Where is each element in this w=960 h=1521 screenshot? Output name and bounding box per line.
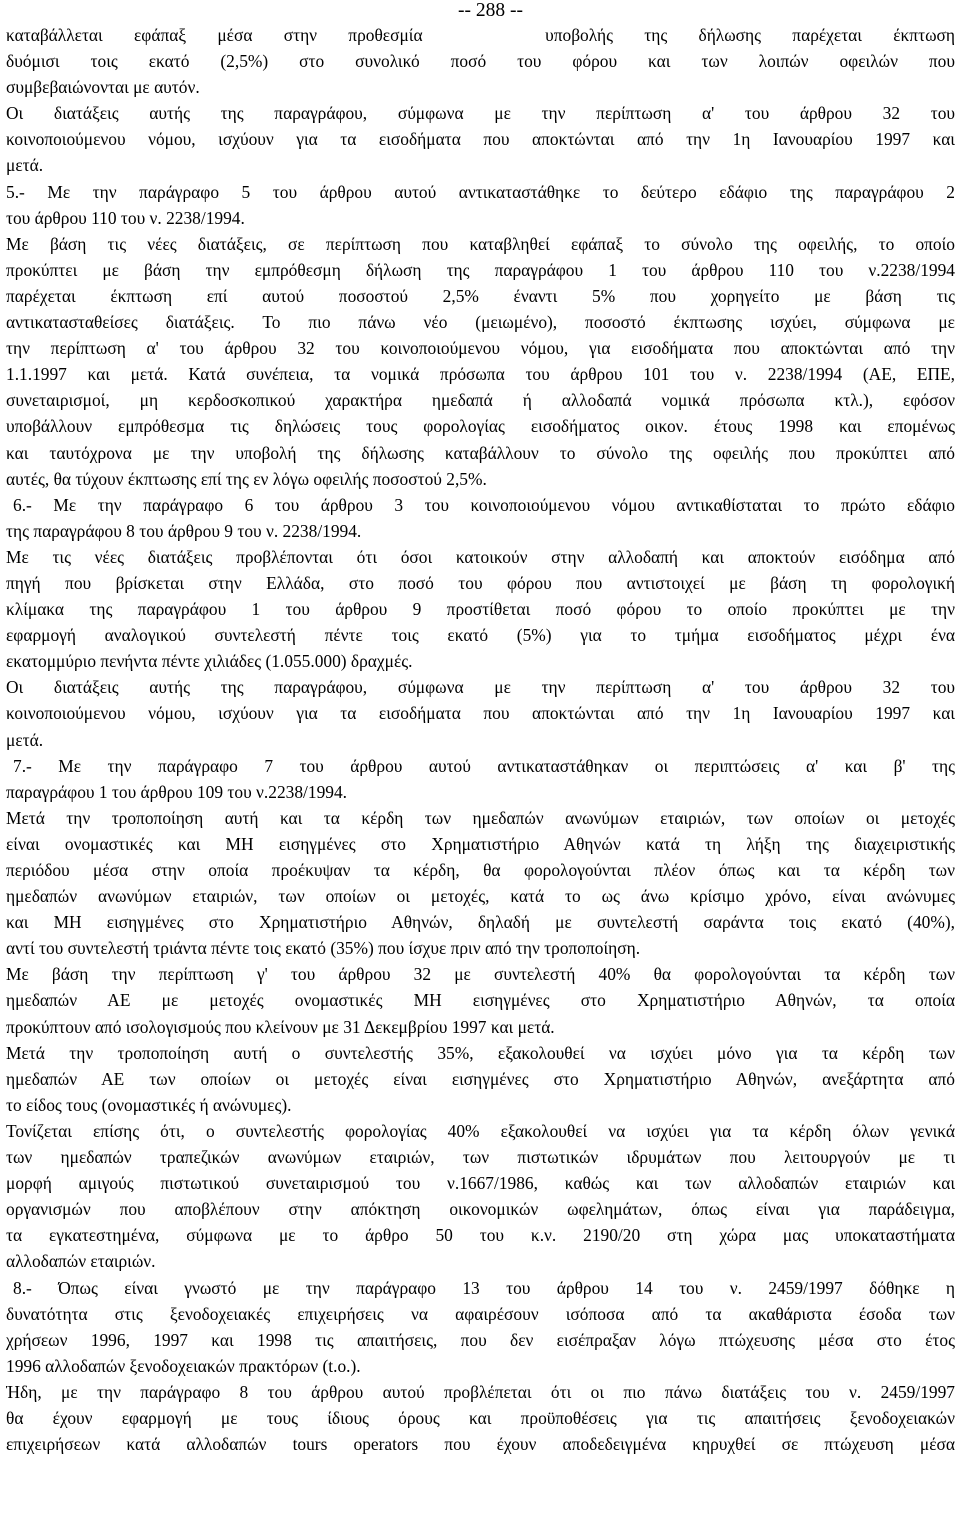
text-line-content: 6.- Με την παράγραφο 6 του άρθρου 3 του κοινοποιούμενου νόμου αντικαθίσταται το πρώτο εδάφιο (13, 494, 955, 515)
text-line (6, 1327, 955, 1353)
text-line (6, 335, 955, 361)
text-line-content: μετά. (6, 729, 44, 750)
text-line (6, 152, 955, 178)
text-line-content: ημεδαπών ΑΕ με μετοχές ονομαστικές ΜΗ εισηγμένες στο Χρηματιστήριο Αθηνών, τα οποία (6, 990, 955, 1011)
text-line (6, 1275, 955, 1301)
text-line (6, 622, 955, 648)
text-line-content: προκύπτουν από ισολογισμούς που κλείνουν με 31 Δεκεμβρίου 1997 και μετά. (6, 1016, 555, 1037)
text-line-content: υποβολής της δήλωσης παρέχεται έκπτωση (545, 25, 955, 45)
text-line-content: χρήσεων 1996, 1997 και 1998 τις απαιτήσεις, που δεν εισέπραξαν λόγω πτώχευσης μέσα στο έτος (6, 1329, 955, 1350)
text-line (6, 440, 955, 466)
text-line-content: την περίπτωση α' του άρθρου 32 του κοινοποιούμενου νόμου, για εισοδήματα που αποκτώνται από την (6, 338, 955, 359)
text-line (6, 753, 955, 779)
text-line (6, 1092, 955, 1118)
text-line-content: θα έχουν εφαρμογή με τους ίδιους όρους και προϋποθέσεις για τις απαιτήσεις ξενοδοχειακών (6, 1407, 955, 1428)
text-line-content: τα εγκατεστημένα, σύμφωνα με το άρθρο 50 του κ.ν. 2190/20 στη χώρα μας υποκαταστήματα (6, 1225, 955, 1246)
text-line-content: 5.- Με την παράγραφο 5 του άρθρου αυτού αντικαταστάθηκε το δεύτερο εδάφιο της παραγράφου 2 (6, 181, 955, 202)
text-line (6, 831, 955, 857)
text-line-content: ημεδαπών ΑΕ των οποίων οι μετοχές είναι εισηγμένες στο Χρηματιστήριο Αθηνών, ανεξάρτητα από (6, 1068, 955, 1089)
text-line-content: της παραγράφου 8 του άρθρου 9 του ν. 2238/1994. (6, 520, 362, 541)
text-line (6, 1144, 955, 1170)
text-line (6, 100, 955, 126)
text-line-content: και ΜΗ εισηγμένες στο Χρηματιστήριο Αθηνών, δηλαδή με συντελεστή σαράντα τοις εκατό (40%), (6, 912, 955, 933)
text-line-content: είναι ονομαστικές και ΜΗ εισηγμένες στο Χρηματιστήριο Αθηνών κατά τη λήξη της διαχειριστικής (6, 833, 955, 854)
text-line-content: των ημεδαπών τραπεζικών ανωνύμων εταιριών, των πιστωτικών ιδρυμάτων που λειτουργούν με τι (6, 1147, 955, 1168)
text-line (6, 779, 955, 805)
text-line-content: και ταυτόχρονα με την υποβολή της δήλωσης καταβάλλουν το σύνολο της οφειλής που προκύπτει από (6, 442, 955, 463)
text-line (6, 309, 955, 335)
text-line (6, 805, 955, 831)
text-line-content: 8.- Όπως είναι γνωστό με την παράγραφο 13 του άρθρου 14 του ν. 2459/1997 δόθηκε η (13, 1277, 955, 1298)
text-line (6, 413, 955, 439)
text-line (6, 935, 955, 961)
text-line-content: αυτές, θα τύχουν έκπτωσης επί της εν λόγω οφειλής ποσοστού 2,5%. (6, 468, 487, 489)
text-line-content: 1.1.1997 και μετά. Κατά συνέπεια, τα νομικά πρόσωπα του άρθρου 101 του ν. 2238/1994 (ΑΕ, ΕΠΕ, (6, 364, 955, 385)
text-line (6, 1353, 955, 1379)
text-line (6, 544, 955, 570)
text-line-content: παραγράφου 1 του άρθρου 109 του ν.2238/1994. (6, 781, 348, 802)
text-line (6, 1066, 955, 1092)
text-line-content: εκατομμύριο πενήντα πέντε χιλιάδες (1.055.000) δραχμές. (6, 651, 413, 672)
text-line (6, 909, 955, 935)
document-page (6, 0, 955, 1457)
text-line-content: υποβάλλουν εμπρόθεσμα τις δηλώσεις τους φορολογίας εισοδήματος οικον. έτους 1998 και επομένως (6, 416, 955, 437)
text-line (6, 1431, 955, 1457)
text-line (6, 727, 955, 753)
text-line (6, 231, 955, 257)
text-line-content: Με βάση τις νέες διατάξεις, σε περίπτωση που καταβληθεί εφάπαξ το σύνολο της οφειλής, το οποίο (6, 233, 955, 254)
text-line (6, 126, 955, 152)
text-line (6, 674, 955, 700)
text-line (6, 1170, 955, 1196)
text-line (6, 179, 955, 205)
text-line-content: αλλοδαπών εταιριών. (6, 1251, 156, 1272)
text-line-content: Με τις νέες διατάξεις προβλέπονται ότι όσοι κατοικούν στην αλλοδαπή και αποκτούν εισόδημα από (6, 546, 955, 567)
text-line (6, 883, 955, 909)
text-line-content: ημεδαπών ανωνύμων εταιριών, των οποίων οι μετοχές, κατά το ως άνω κρίσιμο χρόνο, είναι ανώνυμες (6, 886, 955, 907)
text-line (6, 518, 955, 544)
text-line-content: προκύπτει με βάση την εμπρόθεσμη δήλωση της παραγράφου 1 του άρθρου 110 του ν.2238/1994 (6, 259, 955, 280)
text-line-content: κλίμακα της παραγράφου 1 του άρθρου 9 προστίθεται ποσό φόρου το οποίο προκύπτει με την (6, 599, 955, 620)
text-line (6, 1196, 955, 1222)
text-line-content: επιχειρήσεων κατά αλλοδαπών tours operators που έχουν αποδεδειγμένα κηρυχθεί σε πτώχευση μέσα (6, 1434, 955, 1455)
text-line (6, 1222, 955, 1248)
text-line (6, 283, 955, 309)
text-line-content: 1996 αλλοδαπών ξενοδοχειακών πρακτόρων (t.o.). (6, 1355, 361, 1376)
text-line-content: του άρθρου 110 του ν. 2238/1994. (6, 207, 245, 228)
text-line (6, 1379, 955, 1405)
text-line (6, 1248, 955, 1274)
text-line (6, 48, 955, 74)
text-line-content: μορφή αμιγούς πιστωτικού συνεταιρισμού του ν.1667/1986, καθώς και των αλλοδαπών εταιριών και (6, 1173, 955, 1194)
text-line (6, 387, 955, 413)
text-line (6, 1040, 955, 1066)
text-line-content: Οι διατάξεις αυτής της παραγράφου, σύμφωνα με την περίπτωση α' του άρθρου 32 του (6, 103, 955, 124)
text-line (6, 361, 955, 387)
text-line (6, 466, 955, 492)
text-line-content: Μετά την τροποποίηση αυτή και τα κέρδη των ημεδαπών ανωνύμων εταιριών, των οποίων οι μετοχές (6, 807, 955, 828)
text-line (6, 257, 955, 283)
text-line-content: Ήδη, με την παράγραφο 8 του άρθρου αυτού προβλέπεται ότι οι πιο πάνω διατάξεις του ν. 2459/1997 (6, 1381, 955, 1402)
text-line-content: εφαρμογή αναλογικού συντελεστή πέντε τοις εκατό (5%) για το τμήμα εισοδήματος μέχρι ένα (6, 625, 955, 646)
text-line-content: Μετά την τροποποίηση αυτή ο συντελεστής 35%, εξακολουθεί να ισχύει μόνο για τα κέρδη των (6, 1042, 955, 1063)
text-line (6, 1014, 955, 1040)
page-number: -- 288 -- (458, 0, 523, 21)
text-line-content: παρέχεται έκπτωση επί αυτού ποσοστού 2,5% έναντι 5% που χορηγείτο με βάση τις (6, 285, 955, 306)
text-line-content: κοινοποιούμενου νόμου, ισχύουν για τα εισοδήματα που αποκτώνται από την 1η Ιανουαρίου 1997 και (6, 703, 955, 724)
document-body (6, 22, 955, 1457)
text-line (6, 22, 955, 48)
text-line (6, 1301, 955, 1327)
text-line-content: καταβάλλεται εφάπαξ μέσα στην προθεσμία (6, 25, 423, 45)
text-line (6, 857, 955, 883)
text-line-content: δυνατότητα στις ξενοδοχειακές επιχειρήσεις να αφαιρέσουν ισόποσα από τα ακαθάριστα έσοδα των (6, 1303, 955, 1324)
text-line-content: μετά. (6, 155, 44, 176)
text-line (6, 700, 955, 726)
text-line (6, 74, 955, 100)
text-line (6, 1118, 955, 1144)
text-line-content: οργανισμών που αποβλέπουν στην απόκτηση οικονομικών ωφελημάτων, όπως είναι για παράδειγμα, (6, 1199, 955, 1220)
text-line-content: 7.- Με την παράγραφο 7 του άρθρου αυτού αντικαταστάθηκαν οι περιπτώσεις α' και β' της (13, 755, 955, 776)
text-line (6, 205, 955, 231)
text-line-content: δυόμισι τοις εκατό (2,5%) στο συνολικό ποσό του φόρου και των λοιπών οφειλών που (6, 51, 955, 72)
text-line-content: αντικατασταθείσες διατάξεις. Το πιο πάνω νέο (μειωμένο), ποσοστό έκπτωσης ισχύει, σύμφωνα με (6, 312, 955, 333)
text-line-content: Με βάση την περίπτωση γ' του άρθρου 32 με συντελεστή 40% θα φορολογούνται τα κέρδη των (6, 964, 955, 985)
text-line (6, 492, 955, 518)
text-line (6, 987, 955, 1013)
text-line (6, 596, 955, 622)
text-line-content: κοινοποιούμενου νόμου, ισχύουν για τα εισοδήματα που αποκτώνται από την 1η Ιανουαρίου 1997 και (6, 129, 955, 150)
text-line-content: το είδος τους (ονομαστικές ή ανώνυμες). (6, 1094, 292, 1115)
text-line-content: συνεταιρισμοί, μη κερδοσκοπικού χαρακτήρα ημεδαπά ή αλλοδαπά νομικά πρόσωπα κτλ.), εφόσον (6, 390, 955, 411)
text-line-content: περιόδου μέσα στην οποία προέκυψαν τα κέρδη, θα φορολογούνται πλέον όπως και τα κέρδη των (6, 860, 955, 880)
text-line-content: Τονίζεται επίσης ότι, ο συντελεστής φορολογίας 40% εξακολουθεί να ισχύει για τα κέρδη όλων γενικά (6, 1120, 955, 1141)
text-line (6, 570, 955, 596)
text-line-content: συμβεβαιώνονται με αυτόν. (6, 77, 200, 98)
text-line-content: πηγή που βρίσκεται στην Ελλάδα, στο ποσό του φόρου που αντιστοιχεί με βάση τη φορολογική (6, 572, 955, 593)
text-line (6, 1405, 955, 1431)
text-line (6, 961, 955, 987)
text-line-content: αντί του συντελεστή τριάντα πέντε τοις εκατό (35%) που ίσχυε πριν από την τροποποίηση. (6, 938, 641, 959)
text-line (6, 648, 955, 674)
text-line-content: Οι διατάξεις αυτής της παραγράφου, σύμφωνα με την περίπτωση α' του άρθρου 32 του (6, 677, 955, 698)
